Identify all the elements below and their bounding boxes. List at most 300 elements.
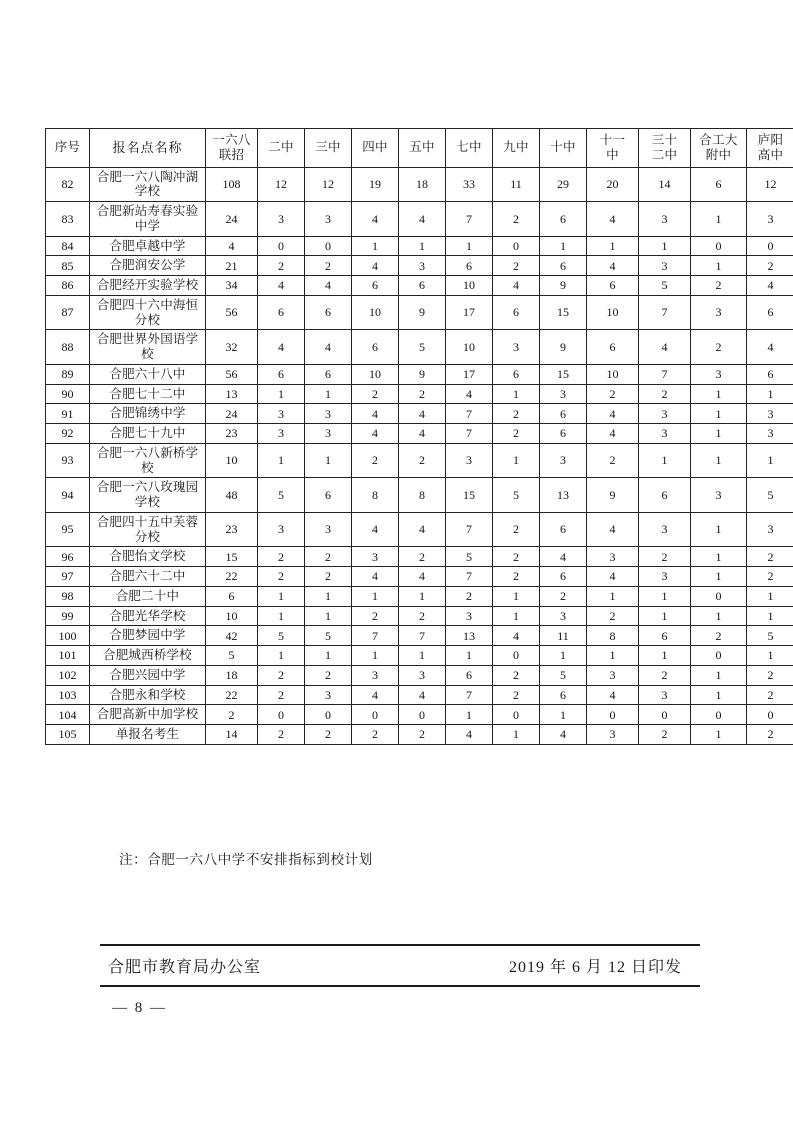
cell-quota: 33 [446,167,493,202]
cell-quota: 4 [446,384,493,404]
cell-quota: 0 [493,236,540,256]
cell-quota: 2 [493,547,540,567]
cell-quota: 1 [446,705,493,725]
cell-quota: 3 [258,424,305,444]
cell-quota: 22 [206,567,258,587]
cell-quota: 2 [691,276,747,296]
cell-sequence-number: 85 [46,256,90,276]
column-header-no11 [587,129,639,168]
cell-quota: 1 [352,586,399,606]
cell-quota: 1 [691,567,747,587]
cell-quota: 10 [446,330,493,365]
cell-quota: 1 [747,606,793,626]
cell-quota: 2 [493,512,540,547]
cell-quota: 2 [399,443,446,478]
cell-quota: 15 [540,364,587,384]
cell-quota: 2 [493,202,540,237]
cell-sequence-number: 88 [46,330,90,365]
page-number: — 8 — [112,1000,167,1016]
column-header-168-joint [206,129,258,168]
cell-quota: 2 [352,606,399,626]
cell-quota: 3 [747,512,793,547]
cell-quota: 1 [587,646,639,666]
cell-quota: 1 [639,236,691,256]
cell-quota: 1 [691,202,747,237]
cell-quota: 7 [446,512,493,547]
cell-school-name: 合肥新站寿春实验中学 [90,202,206,237]
cell-quota: 4 [305,330,352,365]
cell-quota: 6 [747,364,793,384]
cell-quota: 13 [206,384,258,404]
cell-quota: 2 [639,725,691,745]
column-header-school-name: 报名点名称 [90,129,206,168]
column-header-seq: 序号 [46,129,90,168]
cell-quota: 2 [399,384,446,404]
cell-quota: 10 [352,295,399,330]
cell-quota: 9 [399,364,446,384]
cell-sequence-number: 92 [46,424,90,444]
cell-quota: 1 [639,606,691,626]
cell-quota: 2 [352,725,399,745]
cell-quota: 4 [587,404,639,424]
cell-quota: 5 [446,547,493,567]
cell-quota: 1 [747,443,793,478]
cell-quota: 3 [747,424,793,444]
cell-quota: 7 [639,364,691,384]
cell-quota: 1 [446,236,493,256]
cell-quota: 6 [639,478,691,513]
cell-quota: 6 [305,295,352,330]
cell-quota: 4 [399,685,446,705]
cell-quota: 7 [639,295,691,330]
cell-quota: 6 [352,276,399,296]
table-row [46,685,793,705]
cell-quota: 1 [639,443,691,478]
cell-quota: 1 [446,646,493,666]
cell-quota: 4 [587,424,639,444]
cell-quota: 4 [639,330,691,365]
cell-quota: 2 [747,256,793,276]
cell-quota: 1 [493,384,540,404]
cell-quota: 1 [352,646,399,666]
cell-quota: 6 [258,295,305,330]
cell-quota: 1 [540,646,587,666]
cell-quota: 3 [540,443,587,478]
cell-school-name: 合肥高新中加学校 [90,705,206,725]
cell-quota: 56 [206,364,258,384]
cell-quota: 1 [352,236,399,256]
cell-quota: 4 [258,276,305,296]
cell-quota: 4 [446,725,493,745]
cell-quota: 34 [206,276,258,296]
cell-quota: 1 [305,384,352,404]
cell-quota: 3 [587,547,639,567]
cell-quota: 6 [639,626,691,646]
cell-quota: 2 [258,685,305,705]
cell-quota: 3 [691,364,747,384]
table-row [46,167,793,202]
cell-quota: 3 [446,443,493,478]
cell-quota: 6 [493,364,540,384]
header-line-2: 中 [606,147,619,162]
cell-sequence-number: 102 [46,665,90,685]
cell-quota: 48 [206,478,258,513]
cell-quota: 1 [691,606,747,626]
cell-quota: 1 [305,586,352,606]
cell-quota: 1 [691,443,747,478]
cell-school-name: 合肥一六八陶冲湖学校 [90,167,206,202]
cell-school-name: 合肥永和学校 [90,685,206,705]
cell-quota: 1 [639,586,691,606]
cell-quota: 2 [399,606,446,626]
cell-school-name: 合肥世界外国语学校 [90,330,206,365]
table-body [46,167,793,744]
cell-quota: 3 [587,665,639,685]
table-row [46,665,793,685]
cell-quota: 6 [446,665,493,685]
cell-quota: 3 [305,685,352,705]
allocation-table-container [45,128,784,745]
cell-quota: 3 [446,606,493,626]
cell-quota: 7 [399,626,446,646]
cell-quota: 3 [540,384,587,404]
cell-quota: 0 [747,705,793,725]
cell-quota: 2 [587,606,639,626]
cell-school-name: 合肥四十五中芙蓉分校 [90,512,206,547]
cell-quota: 1 [258,443,305,478]
cell-quota: 2 [587,384,639,404]
cell-quota: 2 [493,567,540,587]
table-note: 注：合肥一六八中学不安排指标到校计划 [119,852,373,867]
cell-sequence-number: 82 [46,167,90,202]
cell-quota: 0 [587,705,639,725]
cell-quota: 2 [352,443,399,478]
cell-quota: 4 [352,202,399,237]
cell-quota: 1 [399,646,446,666]
cell-quota: 1 [587,236,639,256]
cell-quota: 108 [206,167,258,202]
cell-quota: 2 [305,567,352,587]
cell-sequence-number: 89 [46,364,90,384]
cell-quota: 3 [540,606,587,626]
cell-quota: 1 [493,606,540,626]
cell-quota: 6 [540,424,587,444]
table-row [46,646,793,666]
cell-sequence-number: 96 [46,547,90,567]
cell-quota: 10 [352,364,399,384]
cell-quota: 6 [540,685,587,705]
cell-quota: 1 [258,646,305,666]
cell-quota: 1 [493,725,540,745]
cell-quota: 3 [399,256,446,276]
cell-quota: 1 [399,586,446,606]
cell-quota: 6 [587,330,639,365]
cell-quota: 4 [352,567,399,587]
cell-quota: 1 [258,606,305,626]
cell-school-name: 合肥光华学校 [90,606,206,626]
cell-quota: 13 [540,478,587,513]
cell-quota: 4 [399,567,446,587]
cell-quota: 17 [446,364,493,384]
cell-quota: 7 [352,626,399,646]
cell-quota: 19 [352,167,399,202]
cell-sequence-number: 83 [46,202,90,237]
cell-quota: 3 [639,512,691,547]
cell-quota: 2 [639,665,691,685]
table-row [46,478,793,513]
cell-quota: 1 [747,646,793,666]
cell-quota: 2 [540,586,587,606]
header-line-1: 一六八 [212,133,251,147]
cell-sequence-number: 98 [46,586,90,606]
cell-quota: 13 [446,626,493,646]
cell-quota: 0 [691,236,747,256]
column-header-no4: 四中 [352,129,399,168]
header-line-1: 庐阳 [757,133,784,147]
cell-quota: 4 [493,626,540,646]
cell-quota: 3 [639,404,691,424]
header-line-2: 联招 [218,147,245,162]
cell-quota: 3 [399,665,446,685]
column-header-no7: 七中 [446,129,493,168]
cell-quota: 10 [206,443,258,478]
cell-quota: 23 [206,512,258,547]
cell-quota: 2 [305,547,352,567]
cell-quota: 6 [540,256,587,276]
cell-quota: 3 [639,567,691,587]
cell-quota: 6 [493,295,540,330]
cell-quota: 9 [540,330,587,365]
cell-quota: 5 [639,276,691,296]
cell-school-name: 合肥六十八中 [90,364,206,384]
cell-quota: 24 [206,404,258,424]
cell-quota: 0 [639,705,691,725]
cell-quota: 1 [691,404,747,424]
cell-quota: 3 [747,202,793,237]
column-header-no3: 三中 [305,129,352,168]
cell-school-name: 合肥城西桥学校 [90,646,206,666]
cell-quota: 1 [691,725,747,745]
cell-sequence-number: 94 [46,478,90,513]
column-header-no2: 二中 [258,129,305,168]
cell-quota: 6 [540,202,587,237]
cell-quota: 6 [258,364,305,384]
cell-sequence-number: 101 [46,646,90,666]
cell-quota: 5 [540,665,587,685]
cell-quota: 4 [352,424,399,444]
cell-quota: 6 [352,330,399,365]
cell-quota: 2 [747,567,793,587]
table-row [46,512,793,547]
table-row [46,295,793,330]
cell-quota: 2 [305,725,352,745]
cell-quota: 1 [540,705,587,725]
cell-quota: 3 [639,685,691,705]
cell-quota: 7 [446,424,493,444]
cell-quota: 4 [587,202,639,237]
cell-quota: 0 [258,236,305,256]
cell-school-name: 合肥一六八玫瑰园学校 [90,478,206,513]
header-line-2: 附中 [705,147,732,162]
column-header-no10: 十中 [540,129,587,168]
cell-quota: 10 [587,295,639,330]
cell-quota: 1 [258,384,305,404]
header-line-1: 合工大 [699,133,738,147]
cell-quota: 24 [206,202,258,237]
table-row [46,256,793,276]
cell-quota: 2 [399,547,446,567]
header-line-2: 二中 [651,147,678,162]
cell-quota: 3 [639,202,691,237]
cell-quota: 0 [399,705,446,725]
cell-quota: 8 [587,626,639,646]
cell-quota: 21 [206,256,258,276]
cell-quota: 1 [691,512,747,547]
cell-quota: 2 [352,384,399,404]
cell-quota: 5 [747,478,793,513]
cell-quota: 1 [493,586,540,606]
cell-quota: 2 [493,404,540,424]
cell-school-name: 合肥经开实验学校 [90,276,206,296]
cell-quota: 6 [747,295,793,330]
cell-quota: 7 [446,567,493,587]
cell-quota: 4 [305,276,352,296]
footer-row [100,946,700,983]
cell-school-name: 合肥润安公学 [90,256,206,276]
header-line-1: 十一 [599,133,626,147]
cell-quota: 1 [691,256,747,276]
cell-quota: 3 [352,547,399,567]
cell-quota: 2 [747,665,793,685]
cell-quota: 6 [305,364,352,384]
cell-quota: 15 [206,547,258,567]
cell-quota: 6 [540,512,587,547]
cell-sequence-number: 93 [46,443,90,478]
cell-quota: 1 [587,586,639,606]
table-row [46,404,793,424]
cell-quota: 7 [446,685,493,705]
cell-quota: 6 [587,276,639,296]
cell-sequence-number: 86 [46,276,90,296]
cell-quota: 4 [540,725,587,745]
table-row [46,705,793,725]
cell-quota: 2 [206,705,258,725]
table-row [46,626,793,646]
cell-school-name: 合肥卓越中学 [90,236,206,256]
cell-quota: 2 [258,665,305,685]
cell-quota: 2 [493,685,540,705]
cell-school-name: 合肥梦园中学 [90,626,206,646]
cell-quota: 3 [493,330,540,365]
cell-quota: 2 [305,665,352,685]
cell-quota: 0 [305,236,352,256]
cell-quota: 4 [540,547,587,567]
cell-quota: 1 [399,236,446,256]
cell-quota: 4 [399,512,446,547]
cell-quota: 5 [747,626,793,646]
cell-school-name: 合肥兴园中学 [90,665,206,685]
header-line-1: 三十 [651,133,678,147]
cell-quota: 1 [493,443,540,478]
cell-quota: 10 [206,606,258,626]
cell-quota: 4 [352,404,399,424]
cell-quota: 5 [258,626,305,646]
cell-quota: 1 [747,384,793,404]
table-row [46,567,793,587]
cell-quota: 5 [206,646,258,666]
cell-quota: 1 [305,443,352,478]
cell-quota: 2 [258,725,305,745]
cell-quota: 5 [258,478,305,513]
cell-quota: 0 [747,236,793,256]
cell-quota: 4 [352,256,399,276]
cell-quota: 6 [206,586,258,606]
column-header-luyang-high [747,129,793,168]
cell-quota: 3 [258,512,305,547]
cell-quota: 23 [206,424,258,444]
table-row [46,276,793,296]
cell-quota: 11 [540,626,587,646]
cell-quota: 2 [258,547,305,567]
cell-quota: 4 [399,202,446,237]
table-row [46,547,793,567]
cell-quota: 9 [399,295,446,330]
cell-quota: 4 [206,236,258,256]
cell-quota: 6 [399,276,446,296]
cell-quota: 22 [206,685,258,705]
table-header [46,129,793,168]
cell-quota: 3 [639,256,691,276]
column-header-no9: 九中 [493,129,540,168]
cell-quota: 2 [691,330,747,365]
issuing-office: 合肥市教育局办公室 [108,959,262,976]
cell-quota: 2 [493,424,540,444]
cell-quota: 2 [446,586,493,606]
cell-quota: 6 [540,567,587,587]
table-row [46,384,793,404]
cell-quota: 20 [587,167,639,202]
cell-quota: 1 [540,236,587,256]
table-row [46,606,793,626]
column-header-no5: 五中 [399,129,446,168]
cell-quota: 6 [305,478,352,513]
cell-quota: 3 [305,404,352,424]
cell-quota: 1 [691,665,747,685]
table-header-row [46,129,793,168]
cell-quota: 3 [305,512,352,547]
cell-quota: 2 [747,725,793,745]
cell-quota: 6 [446,256,493,276]
cell-quota: 4 [587,685,639,705]
cell-quota: 4 [747,276,793,296]
cell-sequence-number: 90 [46,384,90,404]
cell-quota: 18 [206,665,258,685]
cell-sequence-number: 100 [46,626,90,646]
cell-quota: 42 [206,626,258,646]
cell-school-name: 合肥四十六中海恒分校 [90,295,206,330]
document-footer [100,944,700,987]
table-row [46,586,793,606]
cell-quota: 1 [691,547,747,567]
cell-quota: 10 [587,364,639,384]
cell-quota: 1 [305,606,352,626]
cell-school-name: 合肥锦绣中学 [90,404,206,424]
cell-quota: 2 [399,725,446,745]
cell-school-name: 单报名考生 [90,725,206,745]
cell-quota: 0 [493,646,540,666]
cell-quota: 0 [258,705,305,725]
cell-quota: 0 [352,705,399,725]
